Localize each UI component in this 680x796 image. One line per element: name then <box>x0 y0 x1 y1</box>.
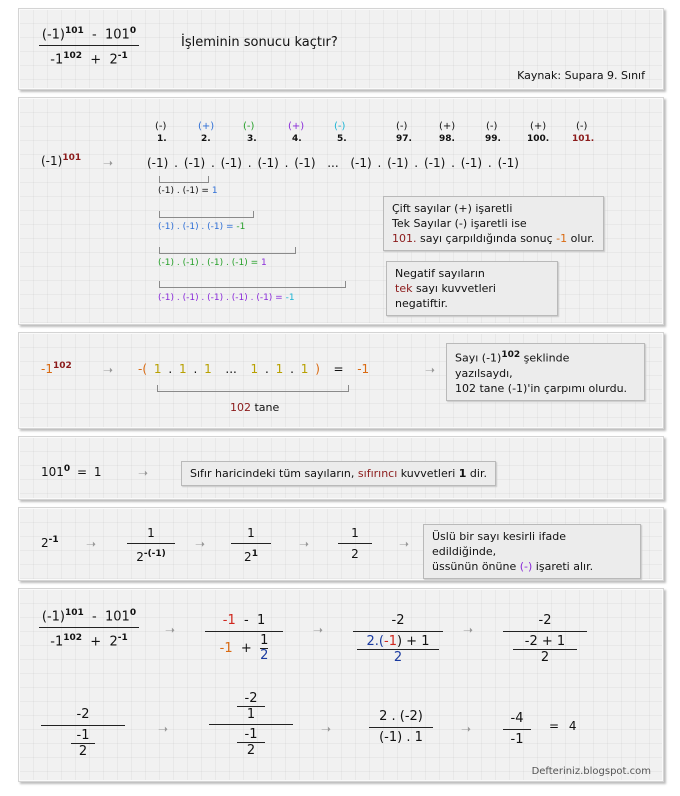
product-line: (-1) . (-1) . (-1) . (-1) = 1 <box>158 258 267 268</box>
power-102-panel <box>18 332 664 429</box>
solution-step-1: $(-1)^{101} - 101^0$ $-1^{102} + 2^{-1}$ <box>39 605 139 651</box>
index-label: 1. <box>157 134 167 144</box>
question-panel <box>18 8 664 90</box>
brace-label: 102 tane <box>230 401 280 414</box>
negative-power-panel <box>18 507 664 581</box>
index-label: 4. <box>292 134 302 144</box>
solution-step-6: -2 1 -1 2 <box>209 691 293 758</box>
section2-lhs: $-1^{102}$ <box>41 361 72 376</box>
final-result: = 4 <box>549 719 577 733</box>
product-line: (-1) . (-1) . (-1) . (-1) . (-1) = -1 <box>158 293 295 303</box>
sign-label: (+) <box>530 121 547 132</box>
arrow-icon: ➝ <box>165 623 176 637</box>
arrow-icon: ➝ <box>103 363 114 377</box>
arrow-icon: ➝ <box>195 537 206 551</box>
arrow-icon: ➝ <box>299 537 310 551</box>
question-text: İşleminin sonucu kaçtır? <box>181 35 338 50</box>
index-label: 97. <box>396 134 412 144</box>
arrow-icon: ➝ <box>313 623 324 637</box>
index-label: 100. <box>527 134 550 144</box>
fraction: 1 $2^1$ <box>231 525 271 565</box>
footer-link[interactable]: Defteriniz.blogspot.com <box>531 766 651 777</box>
sign-label: (+) <box>288 121 305 132</box>
note-negative-exponent: Üslü bir sayı kesirli ifade edildiğinde, üssünün önüne (-) işareti alır. <box>423 524 641 579</box>
section3-expr: $101^0 = 1$ <box>41 464 102 479</box>
fraction: 1 2 <box>338 525 372 562</box>
product-line: (-1) . (-1) . (-1) = -1 <box>158 222 246 232</box>
index-label: 3. <box>247 134 257 144</box>
question-expression: $(-1)^{101} - 101^0$ $-1^{102} + 2^{-1}$ <box>39 23 139 69</box>
sign-label: (-) <box>486 121 498 132</box>
index-label: 5. <box>337 134 347 144</box>
index-label: 98. <box>439 134 455 144</box>
sign-label: (-) <box>243 121 255 132</box>
bracket <box>159 247 296 254</box>
product-line: (-1) . (-1) = 1 <box>158 186 218 196</box>
arrow-icon: ➝ <box>321 722 332 736</box>
power-101-panel <box>18 97 664 325</box>
arrow-icon: ➝ <box>138 466 149 480</box>
arrow-icon: ➝ <box>86 537 97 551</box>
sign-label: (+) <box>439 121 456 132</box>
solution-panel <box>18 588 664 782</box>
sign-label: (-) <box>334 121 346 132</box>
bracket <box>159 176 209 183</box>
index-label: 2. <box>201 134 211 144</box>
arrow-icon: ➝ <box>399 537 410 551</box>
factor-row: (-1) . (-1) . (-1) . (-1) . (-1) ... (-1) . (-1) . (-1) . (-1) . (-1) <box>147 156 519 170</box>
solution-step-8: -4 -1 <box>503 711 531 748</box>
sign-label: (+) <box>198 121 215 132</box>
power-zero-panel <box>18 436 664 500</box>
bracket <box>159 211 254 218</box>
section4-lhs: $2^{-1}$ <box>41 535 59 550</box>
index-label: 99. <box>485 134 501 144</box>
solution-step-7: 2 . (-2) (-1) . 1 <box>369 709 433 746</box>
sign-label: (-) <box>576 121 588 132</box>
bracket <box>159 281 346 288</box>
arrow-icon: ➝ <box>158 722 169 736</box>
solution-step-2: -1 - 1 -1 + $\frac{1}{2}$ <box>205 613 283 663</box>
note-zero-power: Sıfır haricindeki tüm sayıların, sıfırıncı kuvvetleri 1 dir. <box>181 461 496 486</box>
section1-lhs: $(-1)^{101}$ <box>41 153 82 168</box>
solution-step-3: -2 2.(-1) + 1 2 <box>353 613 443 665</box>
bracket <box>157 385 349 392</box>
solution-step-4: -2 -2 + 1 2 <box>503 613 587 665</box>
note-sign-rule: Çift sayılar (+) işaretli Tek Sayılar (-) işaretli ise 101. sayı çarpıldığında sonuç -1 olur. <box>383 196 604 251</box>
arrow-icon: ➝ <box>461 722 472 736</box>
arrow-icon: ➝ <box>103 156 114 170</box>
ones-product: -( 1 . 1 . 1 ... 1 . 1 . 1 ) = -1 <box>138 362 370 376</box>
fraction: 1 $2^{-(-1)}$ <box>127 525 175 565</box>
index-label: 101. <box>572 134 595 144</box>
sign-label: (-) <box>396 121 408 132</box>
arrow-icon: ➝ <box>425 363 436 377</box>
note-102-factors: Sayı $(-1)^{102}$ şeklinde yazılsaydı, 102 tane (-1)'in çarpımı olurdu. <box>446 343 645 401</box>
source-label: Kaynak: Supara 9. Sınıf <box>517 69 645 82</box>
sign-label: (-) <box>155 121 167 132</box>
solution-step-5: -2 -1 2 <box>41 707 125 759</box>
arrow-icon: ➝ <box>463 623 474 637</box>
note-odd-powers: Negatif sayıların tek sayı kuvvetleri negatiftir. <box>386 261 558 316</box>
